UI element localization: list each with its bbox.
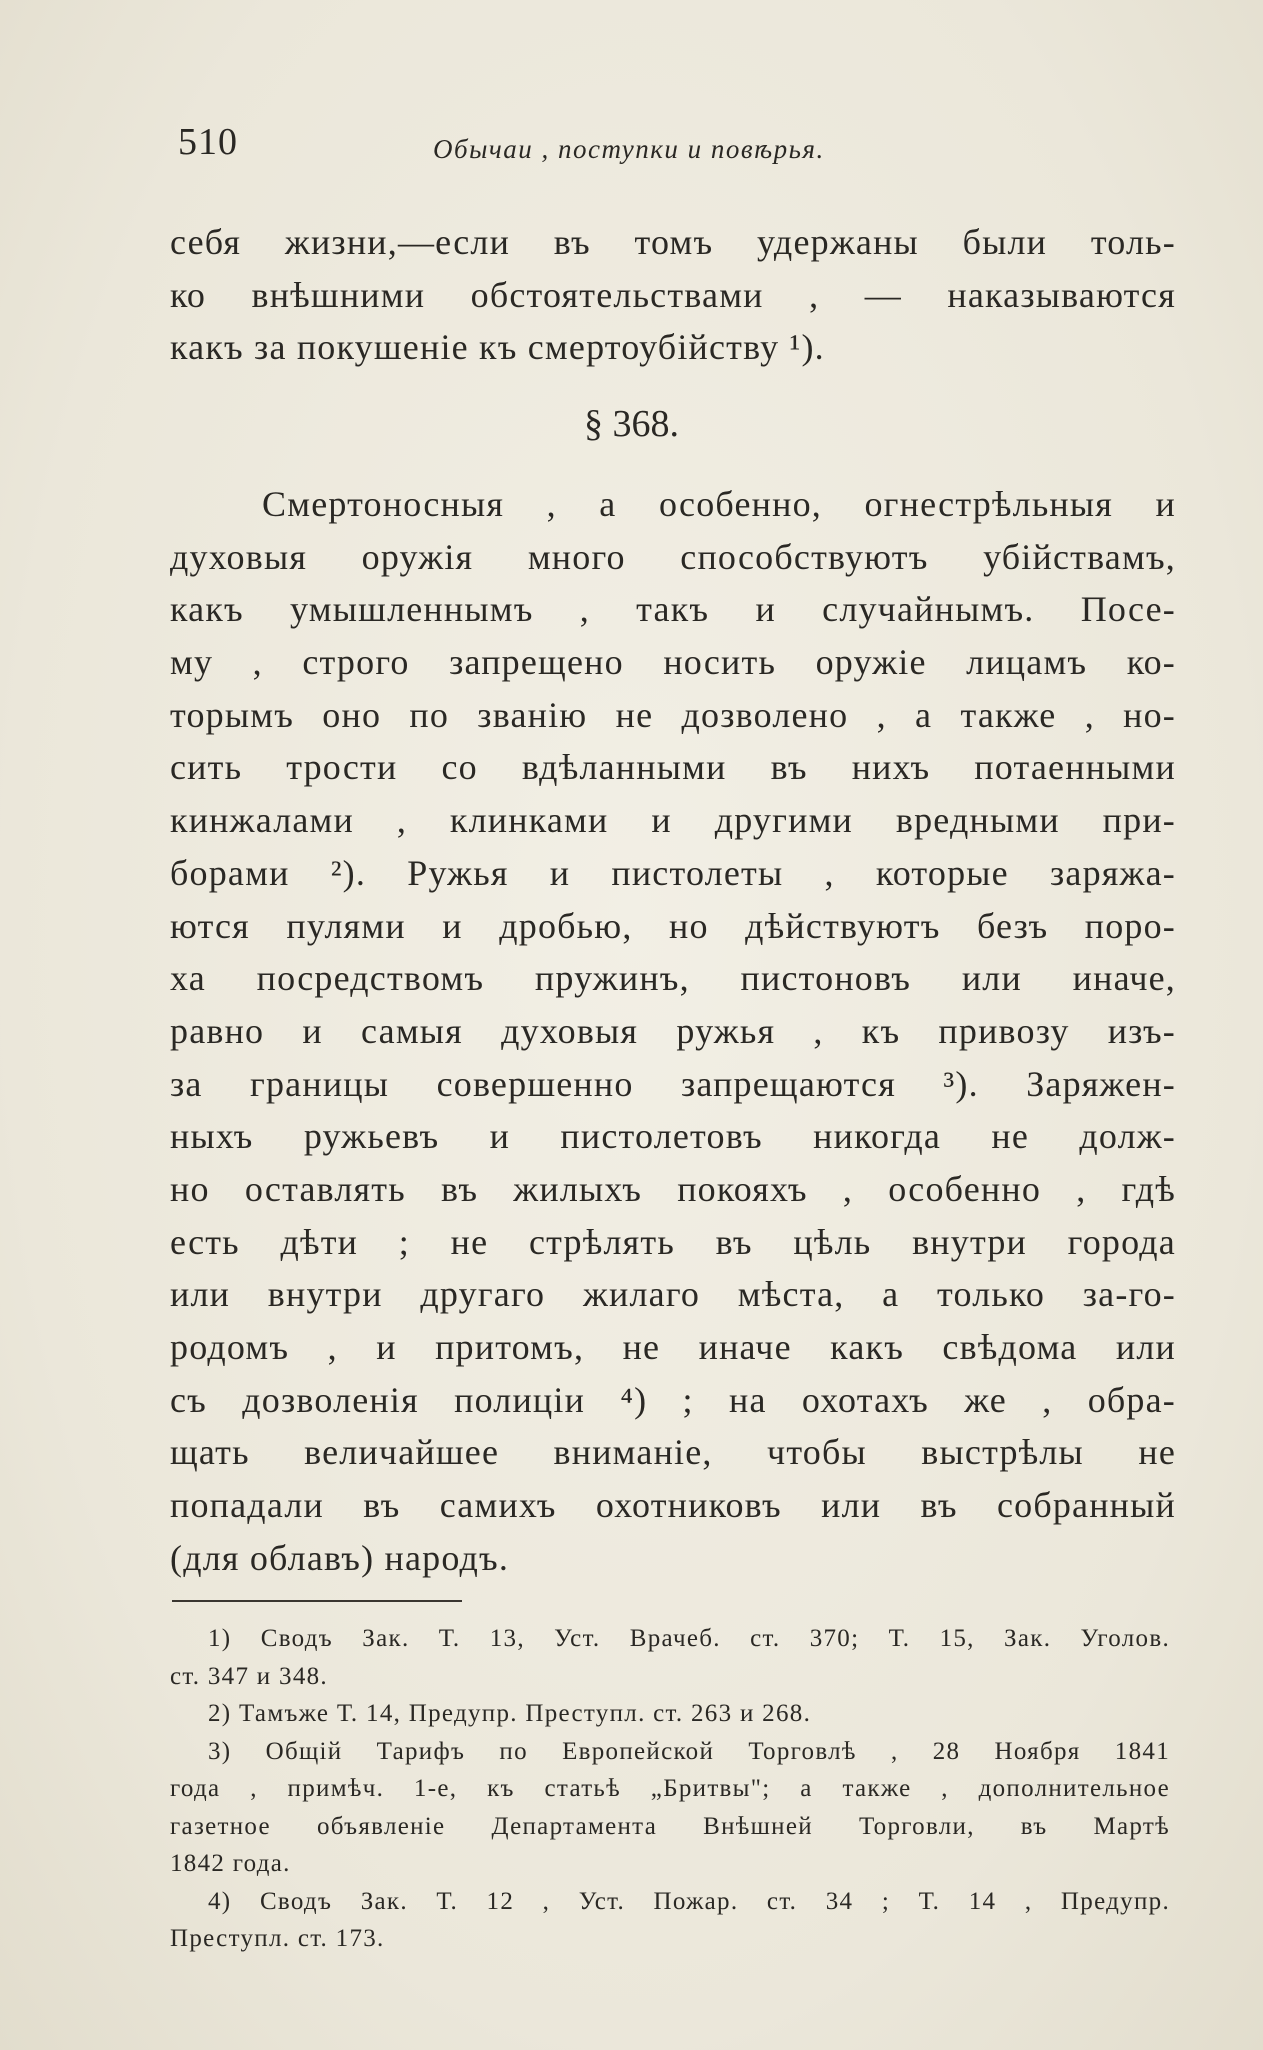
page-number: 510: [178, 121, 238, 163]
text-line: му , строго запрещено носить оружіе лицамъ ко-: [170, 642, 1176, 683]
text-line: какъ умышленнымъ , такъ и случайнымъ. Посе-: [170, 589, 1176, 630]
footnote-line: Преступл. ст. 173.: [170, 1925, 385, 1952]
page-header: [178, 120, 1178, 170]
text-line: сить трости со вдѣланными въ нихъ потаенными: [170, 747, 1176, 788]
text-line: торымъ оно по званію не дозволено , а также , но-: [170, 694, 1176, 735]
footnote-line: 4) Сводъ Зак. Т. 12 , Уст. Пожар. ст. 34 ; Т. 14 , Предупр.: [208, 1887, 1170, 1915]
text-line: щать величайшее вниманіе, чтобы выстрѣлы не: [170, 1432, 1176, 1473]
footnote-divider: [172, 1600, 462, 1602]
text-line: или внутри другаго жилаго мѣста, а только за-го-: [170, 1274, 1176, 1315]
text-line: съ дозволенія полиціи ⁴) ; на охотахъ же , обра-: [170, 1379, 1176, 1420]
text-line: ныхъ ружьевъ и пистолетовъ никогда не долж-: [170, 1116, 1176, 1157]
text-line: духовыя оружія много способствуютъ убійствамъ,: [170, 536, 1176, 577]
section-paragraph: [170, 478, 1176, 1584]
text-line: но оставлять въ жилыхъ покояхъ , особенно , гдѣ: [170, 1168, 1176, 1209]
text-line: себя жизни,—если въ томъ удержаны были толь-: [170, 222, 1176, 262]
text-line: есть дѣти ; не стрѣлять въ цѣль внутри города: [170, 1221, 1176, 1262]
text-line: борами ²). Ружья и пистолеты , которые заряжа-: [170, 852, 1176, 893]
text-line: Смертоносныя , а особенно, огнестрѣльныя и: [262, 484, 1176, 524]
text-line: ко внѣшними обстоятельствами , — наказываются: [170, 274, 1176, 315]
text-line: ются пулями и дробью, но дѣйствуютъ безъ поро-: [170, 905, 1176, 946]
text-line: какъ за покушеніе къ смертоубійству ¹).: [170, 327, 825, 368]
footnote-line: 1) Сводъ Зак. Т. 13, Уст. Врачеб. ст. 370; Т. 15, Зак. Уголов.: [208, 1625, 1170, 1652]
text-line: (для облавъ) народъ.: [170, 1537, 510, 1578]
running-title: Обычаи , поступки и повѣрья.: [433, 134, 825, 164]
text-line: ха посредствомъ пружинъ, пистоновъ или иначе,: [170, 958, 1176, 999]
text-line: попадали въ самихъ охотниковъ или въ собранный: [170, 1485, 1176, 1526]
footnote-line: ст. 347 и 348.: [170, 1662, 328, 1690]
continued-paragraph: [170, 216, 1176, 374]
section-heading: § 368.: [584, 403, 679, 445]
footnote-line: 3) Общій Тарифъ по Европейской Торговлѣ , 28 Ноября 1841: [208, 1737, 1170, 1765]
footnote-line: 2) Тамъже Т. 14, Предупр. Преступл. ст. 263 и 268.: [208, 1700, 812, 1727]
footnote-line: года , примѣч. 1-е, къ статьѣ „Бритвы"; а также , дополнительное: [170, 1775, 1170, 1802]
footnote-line: 1842 года.: [170, 1850, 291, 1877]
footnote-line: газетное объявленіе Департамента Внѣшней Торговли, въ Мартѣ: [170, 1812, 1170, 1840]
text-line: за границы совершенно запрещаются ³). Заряжен-: [170, 1063, 1176, 1104]
text-line: кинжалами , клинками и другими вредными при-: [170, 800, 1176, 841]
footnotes: [170, 1620, 1170, 1958]
text-line: родомъ , и притомъ, не иначе какъ свѣдома или: [170, 1327, 1176, 1367]
text-line: равно и самыя духовыя ружья , къ привозу изъ-: [170, 1010, 1176, 1051]
